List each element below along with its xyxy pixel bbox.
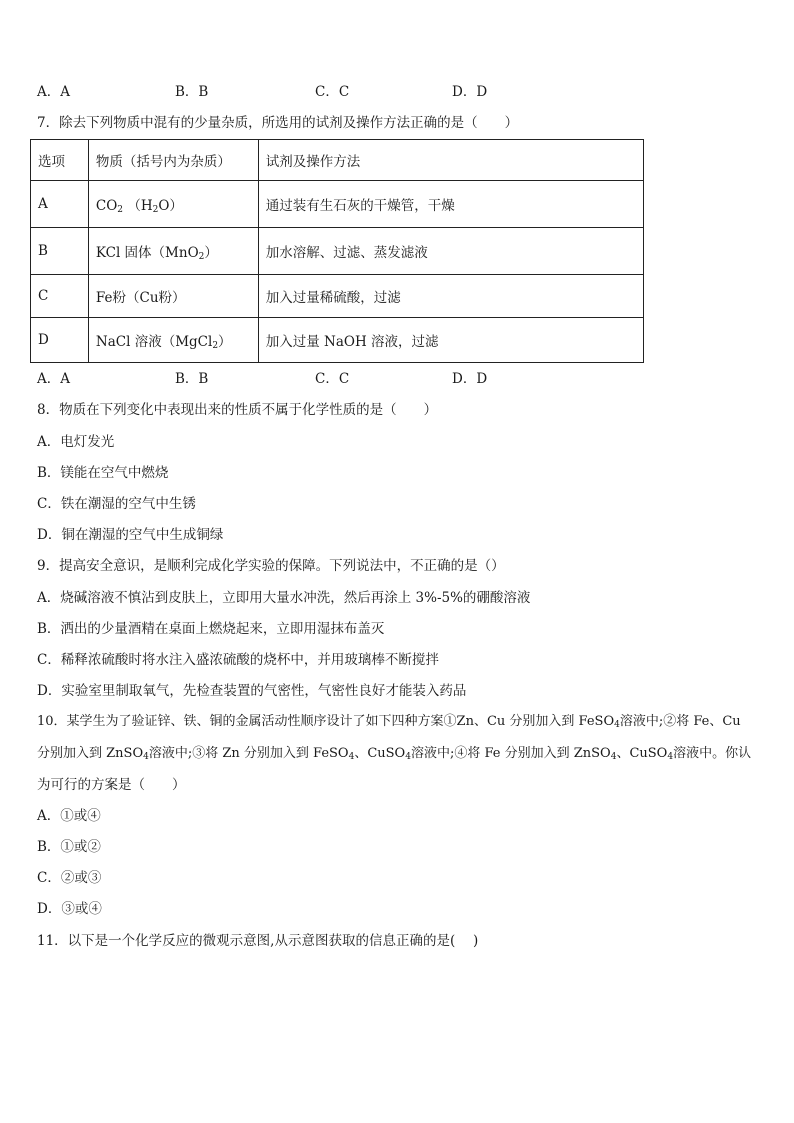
q6-option-d[interactable]: D．D <box>452 84 488 100</box>
row-method: 加入过量稀硫酸，过滤 <box>258 275 643 318</box>
q10-option-c[interactable]: C．②或③ <box>37 870 102 886</box>
row-substance: NaCl 溶液（MgCl$_2$） <box>88 318 258 363</box>
table-row <box>31 181 644 228</box>
q9-stem: 9．提高安全意识，是顺利完成化学实验的保障。下列说法中，不正确的是（） <box>37 558 505 574</box>
q10-option-d[interactable]: D．③或④ <box>37 901 102 917</box>
row-substance: KCl 固体（MnO$_2$） <box>88 228 258 275</box>
q8-option-c[interactable]: C．铁在潮湿的空气中生锈 <box>37 496 196 512</box>
q10-stem-line2: 分别加入到 ZnSO$_4$溶液中;③将 Zn 分别加入到 FeSO$_4$、CuSO$_4$溶液中;④将 Fe 分别加入到 ZnSO$_4$、CuSO$_4$溶液中。你认 <box>37 746 752 762</box>
q7-option-d[interactable]: D．D <box>452 371 488 387</box>
q8-stem: 8．物质在下列变化中表现出来的性质不属于化学性质的是（ ） <box>37 402 438 418</box>
row-method: 加入过量 NaOH 溶液，过滤 <box>258 318 643 363</box>
q9-option-d[interactable]: D．实验室里制取氧气，先检查装置的气密性，气密性良好才能装入药品 <box>37 683 467 699</box>
table-header-row <box>31 140 644 181</box>
table-row <box>31 228 644 275</box>
q7-option-b[interactable]: B．B <box>175 371 209 387</box>
q9-option-b[interactable]: B．洒出的少量酒精在桌面上燃烧起来，立即用湿抹布盖灭 <box>37 621 385 637</box>
q7-option-a[interactable]: A．A <box>37 371 70 387</box>
q10-stem-line3: 为可行的方案是（ ） <box>37 777 186 793</box>
q7-option-c[interactable]: C．C <box>315 371 350 387</box>
q6-option-b[interactable]: B．B <box>175 84 209 100</box>
q10-option-b[interactable]: B．①或② <box>37 839 101 855</box>
q9-option-c[interactable]: C．稀释浓硫酸时将水注入盛浓硫酸的烧杯中，并用玻璃棒不断搅拌 <box>37 652 439 668</box>
row-substance: Fe粉（Cu粉） <box>88 275 258 318</box>
q10-stem-line1: 10．某学生为了验证锌、铁、铜的金属活动性顺序设计了如下四种方案①Zn、Cu 分别加入到 FeSO$_4$溶液中;②将 Fe、Cu <box>37 714 741 730</box>
row-option: C <box>31 275 89 318</box>
q11-stem: 11．以下是一个化学反应的微观示意图,从示意图获取的信息正确的是( ) <box>37 933 479 949</box>
q7-stem: 7．除去下列物质中混有的少量杂质，所选用的试剂及操作方法正确的是（ ） <box>37 115 519 131</box>
row-option: B <box>31 228 89 275</box>
q8-option-a[interactable]: A．电灯发光 <box>37 434 115 450</box>
q8-option-d[interactable]: D．铜在潮湿的空气中生成铜绿 <box>37 527 224 543</box>
q9-option-a[interactable]: A．烧碱溶液不慎沾到皮肤上，立即用大量水冲洗，然后再涂上 3%-5%的硼酸溶液 <box>37 590 531 606</box>
table-row <box>31 318 644 363</box>
row-substance: $CO_2$ $(H_2O)$ <box>88 181 258 228</box>
q8-option-b[interactable]: B．镁能在空气中燃烧 <box>37 465 169 481</box>
q6-option-a[interactable]: A．A <box>37 84 70 100</box>
header-substance: 物质（括号内为杂质） <box>88 140 258 181</box>
row-option: D <box>31 318 89 363</box>
q7-table <box>30 139 644 363</box>
header-option: 选项 <box>31 140 89 181</box>
q6-option-c[interactable]: C．C <box>315 84 350 100</box>
row-option: A <box>31 181 89 228</box>
header-method: 试剂及操作方法 <box>258 140 643 181</box>
row-method: 通过装有生石灰的干燥管，干燥 <box>258 181 643 228</box>
table-row <box>31 275 644 318</box>
q10-option-a[interactable]: A．①或④ <box>37 808 101 824</box>
row-method: 加水溶解、过滤、蒸发滤液 <box>258 228 643 275</box>
